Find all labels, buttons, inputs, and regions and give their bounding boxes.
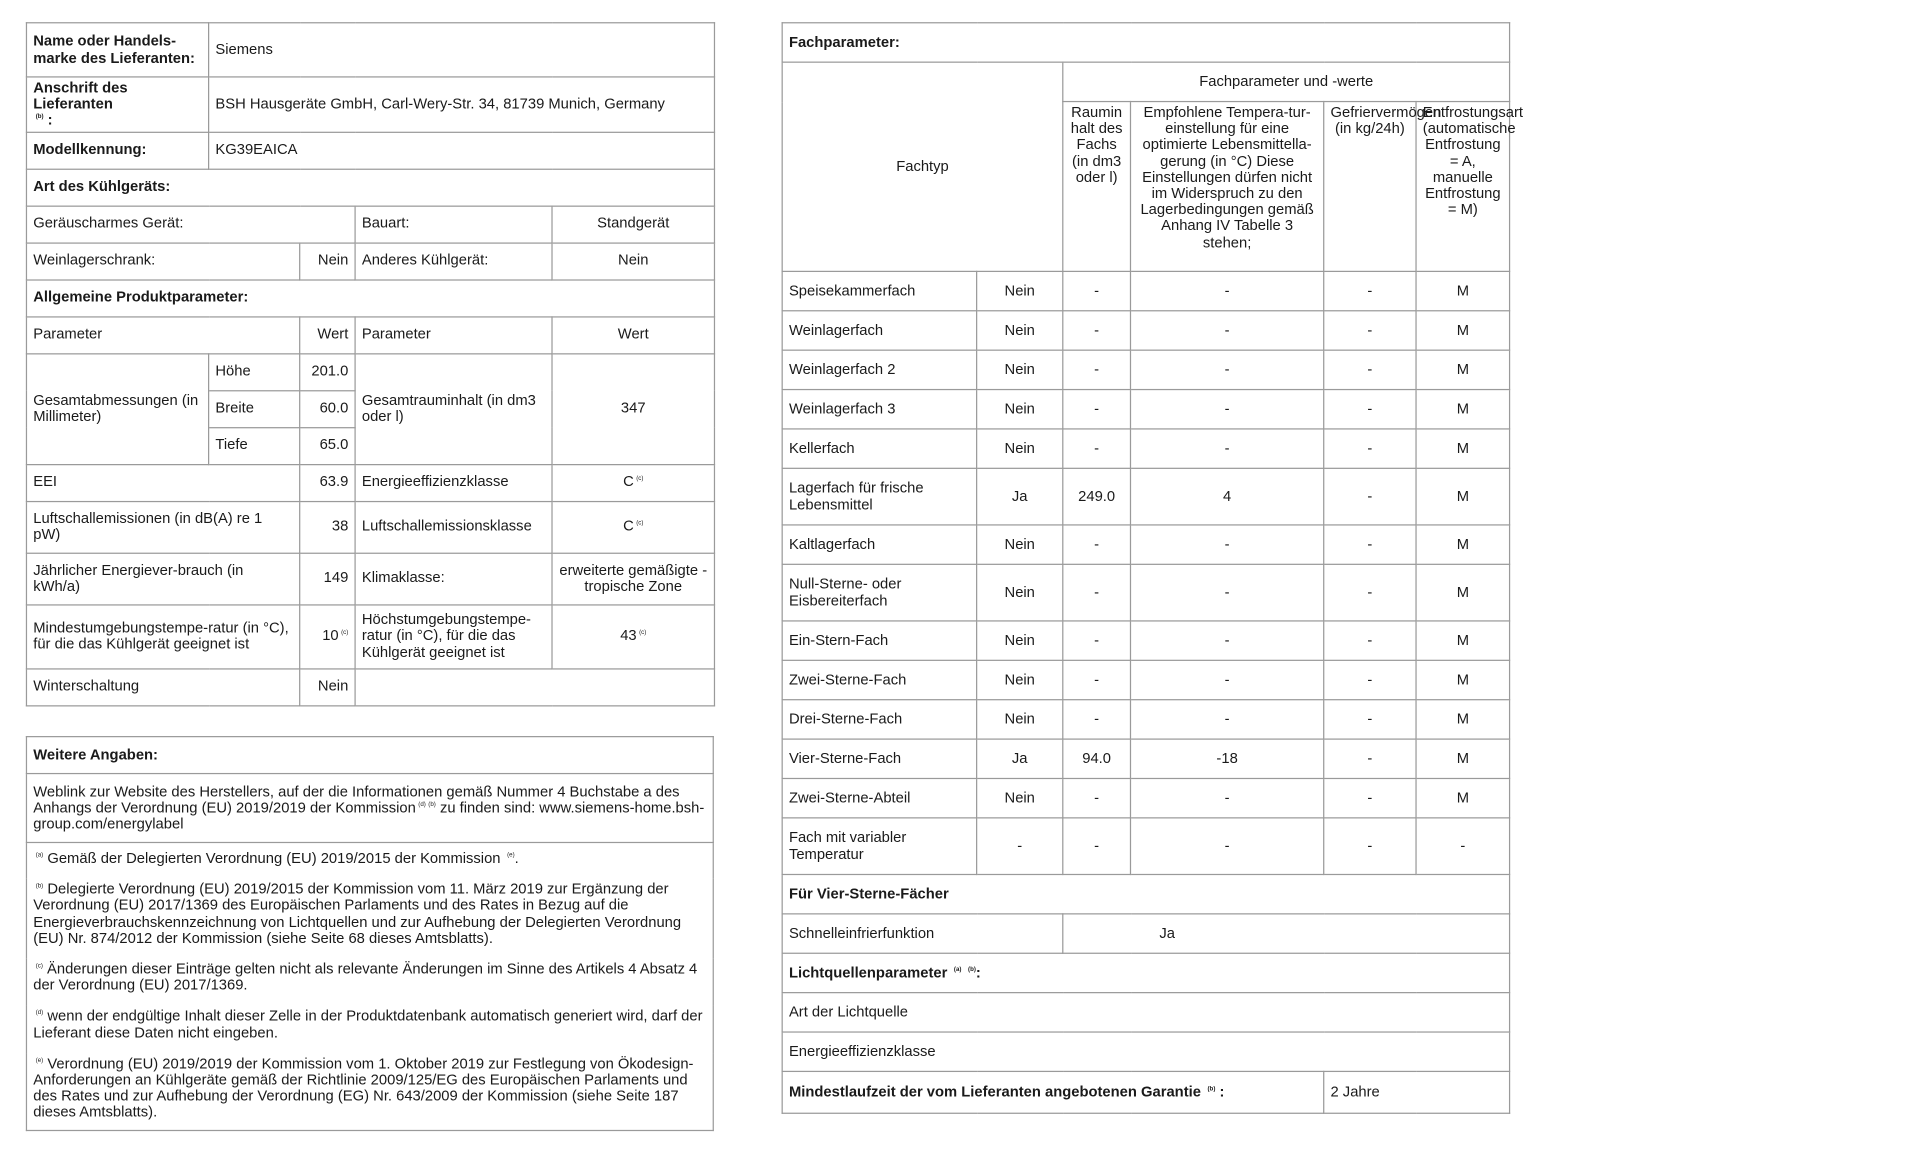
volume-label: Gesamtrauminhalt (in dm3 oder l) <box>355 353 552 464</box>
warranty-value: 2 Jahre <box>1324 1071 1510 1113</box>
dimensions-label: Gesamtabmessungen (in Millimeter) <box>26 353 208 464</box>
quick-freeze-value: Ja <box>1063 914 1510 953</box>
compartment-volume: 94.0 <box>1063 739 1131 778</box>
compartment-temp: - <box>1130 700 1323 739</box>
compartment-freezing-capacity: - <box>1324 700 1416 739</box>
compartment-freezing-capacity: - <box>1324 390 1416 429</box>
noise-class-footnote: (c) <box>636 519 644 528</box>
footnote-e-text: Verordnung (EU) 2019/2019 der Kommission vom 1. Oktober 2019 zur Festlegung von Ökodesign-Anforderungen an Kühlgeräte gemäß der Richtlinie 2009/125/EG des Europäischen Parlaments und des Rates und zur Aufhebung der Verordnung (EG) Nr. 643/2009 der Kommission (siehe Seite 187 dieses Amtsblatts). <box>33 1054 694 1121</box>
noise-class-label: Luftschallemissionsklasse <box>355 501 552 553</box>
compartment-present: Ja <box>977 468 1063 525</box>
height-value: 201.0 <box>300 353 355 390</box>
compartment-name: Zwei-Sterne-Fach <box>782 660 976 699</box>
compartment-defrost: M <box>1416 468 1510 525</box>
address-colon: : <box>47 111 53 129</box>
max-ambient-temp-value: 43 <box>620 627 637 645</box>
compartment-present: Nein <box>977 429 1063 468</box>
compartment-volume: - <box>1063 350 1131 389</box>
compartment-freezing-capacity: - <box>1324 660 1416 699</box>
min-ambient-temp-label: Mindestumgebungstempe-ratur (in °C), für die das Kühlgerät geeignet ist <box>26 604 299 668</box>
compartment-defrost: - <box>1416 818 1510 875</box>
compartment-present: Nein <box>977 525 1063 564</box>
compartment-freezing-capacity: - <box>1324 311 1416 350</box>
width-value: 60.0 <box>300 390 355 427</box>
compartment-freezing-capacity: - <box>1324 468 1416 525</box>
compartment-volume: - <box>1063 700 1131 739</box>
other-appliance-value: Nein <box>552 243 714 280</box>
noise-class-cell <box>552 501 714 553</box>
footnote-a <box>26 842 713 879</box>
compartment-params-heading: Fachparameter: <box>782 23 1509 62</box>
compartment-name: Kaltlagerfach <box>782 525 976 564</box>
compartment-volume: - <box>1063 660 1131 699</box>
light-source-heading: Lichtquellenparameter <box>788 963 948 981</box>
footnote-b-mark: (b) <box>35 882 44 891</box>
compartment-freezing-capacity: - <box>1324 778 1416 817</box>
address-footnote: (b) <box>35 113 44 122</box>
compartment-temp: - <box>1130 564 1323 621</box>
address-label-cell <box>26 77 208 132</box>
compartment-name: Null-Sterne- oder Eisbereiterfach <box>782 564 976 621</box>
compartment-present: Nein <box>977 390 1063 429</box>
width-label: Breite <box>209 390 300 427</box>
annual-consumption-label: Jährlicher Energiever-brauch (in kWh/a) <box>26 553 299 605</box>
winter-setting-label: Winterschaltung <box>26 668 299 705</box>
compartment-defrost: M <box>1416 739 1510 778</box>
quick-freeze-label: Schnelleinfrierfunktion <box>782 914 1063 953</box>
recommended-temp-header: Empfohlene Tempera-tur-einstellung für eine optimierte Lebensmittella-gerung (in °C) Diese Einstellungen dürfen nicht im Widerspruch zu den Lagerbedingungen gemäß Anhang IV Tabelle 3 stehen; <box>1130 102 1323 272</box>
compartment-defrost: M <box>1416 621 1510 660</box>
footnote-d-mark: (d) <box>35 1009 44 1018</box>
max-ambient-temp-cell <box>552 604 714 668</box>
general-params-heading: Allgemeine Produktparameter: <box>26 279 714 316</box>
compartment-name: Speisekammerfach <box>782 271 976 310</box>
compartment-defrost: M <box>1416 660 1510 699</box>
compartment-defrost: M <box>1416 390 1510 429</box>
footnote-d <box>26 1006 713 1053</box>
footnote-e-mark: (e) <box>35 1056 44 1065</box>
compartment-defrost: M <box>1416 525 1510 564</box>
compartment-row <box>782 390 1509 429</box>
product-info-table <box>26 22 715 706</box>
climate-class-label: Klimaklasse: <box>355 553 552 605</box>
compartment-name: Fach mit variabler Temperatur <box>782 818 976 875</box>
compartment-defrost: M <box>1416 350 1510 389</box>
compartment-present: Nein <box>977 621 1063 660</box>
supplier-value: Siemens <box>209 23 715 77</box>
depth-label: Tiefe <box>209 427 300 464</box>
energy-class-footnote: (c) <box>636 475 644 484</box>
compartment-temp: - <box>1130 271 1323 310</box>
weblink-footnote-b: (b) <box>428 801 436 809</box>
wine-cabinet-label: Weinlagerschrank: <box>26 243 299 280</box>
compartment-name: Weinlagerfach 3 <box>782 390 976 429</box>
volume-value: 347 <box>552 353 714 464</box>
compartment-present: Nein <box>977 350 1063 389</box>
noise-value: 38 <box>300 501 355 553</box>
compartment-row <box>782 564 1509 621</box>
weblink-cell <box>26 774 713 843</box>
climate-class-value: erweiterte gemäßigte - tropische Zone <box>552 553 714 605</box>
compartment-row <box>782 700 1509 739</box>
compartment-row <box>782 311 1509 350</box>
compartment-name: Weinlagerfach 2 <box>782 350 976 389</box>
compartment-temp: 4 <box>1130 468 1323 525</box>
compartment-type-header: Fachtyp <box>782 62 1063 271</box>
compartment-freezing-capacity: - <box>1324 525 1416 564</box>
light-source-heading-cell <box>782 953 1509 992</box>
compartment-rows <box>782 271 1509 874</box>
compartment-temp: - <box>1130 350 1323 389</box>
weblink-footnote-d: (d) <box>418 801 426 809</box>
compartment-volume: - <box>1063 271 1131 310</box>
freezing-capacity-header: Gefriervermögen (in kg/24h) <box>1324 102 1416 272</box>
compartment-volume: - <box>1063 311 1131 350</box>
light-source-footnote-a: (a) <box>953 966 962 974</box>
compartment-row <box>782 739 1509 778</box>
footnote-c-text: Änderungen dieser Einträge gelten nicht als relevante Änderungen im Sinne des Artikels 4 Absatz 4 der Verordnung (EU) 2017/1369. <box>33 959 698 994</box>
min-ambient-temp-footnote: (c) <box>341 629 349 637</box>
compartment-volume: - <box>1063 390 1131 429</box>
model-label: Modellkennung: <box>26 132 208 169</box>
compartment-values-header: Fachparameter und -werte <box>1063 62 1510 101</box>
appliance-type-heading: Art des Kühlgeräts: <box>26 169 714 206</box>
compartment-table <box>782 22 1523 1114</box>
compartment-present: Nein <box>977 778 1063 817</box>
max-ambient-temp-footnote: (c) <box>639 629 647 637</box>
compartment-name: Lagerfach für frische Lebensmittel <box>782 468 976 525</box>
weblink-text: Weblink zur Website des Herstellers, auf der die Informationen gemäß Nummer 4 Buchstabe a des Anhangs der Verordnung (EU) 2019/2019 der Kommission <box>33 782 680 816</box>
supplier-label: Name oder Handels-marke des Lieferanten: <box>26 23 208 77</box>
eei-value: 63.9 <box>300 464 355 501</box>
min-ambient-temp-value: 10 <box>322 627 339 645</box>
energy-class-cell <box>552 464 714 501</box>
compartment-volume: - <box>1063 778 1131 817</box>
compartment-temp: -18 <box>1130 739 1323 778</box>
compartment-volume: - <box>1063 621 1131 660</box>
footnote-e <box>26 1053 713 1131</box>
annual-consumption-value: 149 <box>300 553 355 605</box>
light-source-colon: : <box>975 963 981 981</box>
compartment-defrost: M <box>1416 271 1510 310</box>
eei-label: EEI <box>26 464 299 501</box>
wine-cabinet-value: Nein <box>300 243 355 280</box>
compartment-defrost: M <box>1416 429 1510 468</box>
compartment-present: Nein <box>977 311 1063 350</box>
compartment-freezing-capacity: - <box>1324 818 1416 875</box>
empty-cell <box>355 668 714 705</box>
param-header-right: Parameter <box>355 316 552 353</box>
min-ambient-temp-cell <box>300 604 355 668</box>
height-label: Höhe <box>209 353 300 390</box>
compartment-present: - <box>977 818 1063 875</box>
compartment-row <box>782 429 1509 468</box>
compartment-name: Zwei-Sterne-Abteil <box>782 778 976 817</box>
compartment-freezing-capacity: - <box>1324 350 1416 389</box>
compartment-name: Drei-Sterne-Fach <box>782 700 976 739</box>
compartment-volume-header: Raumin halt des Fachs (in dm3 oder l) <box>1063 102 1131 272</box>
weblink-url-text: zu finden sind: www.siemens-home.bsh-group.com/energylabel <box>33 798 705 833</box>
param-header-left: Parameter <box>26 316 299 353</box>
compartment-defrost: M <box>1416 700 1510 739</box>
compartment-volume: - <box>1063 429 1131 468</box>
compartment-defrost: M <box>1416 564 1510 621</box>
compartment-freezing-capacity: - <box>1324 621 1416 660</box>
winter-setting-value: Nein <box>300 668 355 705</box>
design-value: Standgerät <box>552 206 714 243</box>
compartment-freezing-capacity: - <box>1324 429 1416 468</box>
footnote-a-end: . <box>514 849 519 867</box>
compartment-volume: - <box>1063 525 1131 564</box>
energy-class-value: C <box>623 473 634 491</box>
compartment-present: Nein <box>977 271 1063 310</box>
compartment-freezing-capacity: - <box>1324 271 1416 310</box>
value-header-left: Wert <box>300 316 355 353</box>
compartment-row <box>782 468 1509 525</box>
noise-class-value: C <box>623 517 634 535</box>
compartment-row <box>782 271 1509 310</box>
compartment-temp: - <box>1130 429 1323 468</box>
compartment-temp: - <box>1130 621 1323 660</box>
compartment-name: Weinlagerfach <box>782 311 976 350</box>
warranty-label: Mindestlaufzeit der vom Lieferanten angebotenen Garantie <box>788 1082 1201 1101</box>
compartment-defrost: M <box>1416 778 1510 817</box>
light-source-type-label: Art der Lichtquelle <box>782 993 1509 1032</box>
compartment-volume: 249.0 <box>1063 468 1131 525</box>
compartment-present: Nein <box>977 700 1063 739</box>
warranty-label-cell <box>782 1071 1324 1113</box>
other-appliance-label: Anderes Kühlgerät: <box>355 243 552 280</box>
four-star-heading: Für Vier-Sterne-Fächer <box>782 874 1509 913</box>
compartment-temp: - <box>1130 818 1323 875</box>
model-value: KG39EAICA <box>209 132 715 169</box>
footnote-b <box>26 879 713 959</box>
further-info-heading: Weitere Angaben: <box>26 737 713 774</box>
compartment-present: Nein <box>977 660 1063 699</box>
max-ambient-temp-label: Höchstumgebungstempe-ratur (in °C), für die das Kühlgerät geeignet ist <box>355 604 552 668</box>
footnote-b-text: Delegierte Verordnung (EU) 2019/2015 der Kommission vom 11. März 2019 zur Ergänzung der Verordnung (EU) 2017/1369 des Europäischen Parlaments und des Rates in Bezug auf die Energieverbrauchskennzeichnung von Lichtquellen und zur Aufhebung der Delegierten Verordnung (EU) Nr. 874/2012 der Kommission (siehe Seite 68 dieses Amtsblatts). <box>33 880 682 947</box>
compartment-temp: - <box>1130 778 1323 817</box>
compartment-row <box>782 778 1509 817</box>
compartment-defrost: M <box>1416 311 1510 350</box>
low-noise-label: Geräuscharmes Gerät: <box>26 206 355 243</box>
compartment-volume: - <box>1063 818 1131 875</box>
design-label: Bauart: <box>355 206 552 243</box>
depth-value: 65.0 <box>300 427 355 464</box>
defrost-type-header: Entfrostungsart (automatische Entfrostung = A, manuelle Entfrostung = M) <box>1416 102 1510 272</box>
compartment-row <box>782 621 1509 660</box>
compartment-row <box>782 350 1509 389</box>
compartment-row <box>782 525 1509 564</box>
footnote-d-text: wenn der endgültige Inhalt dieser Zelle in der Produktdatenbank automatisch generiert wird, darf der Lieferant diese Daten nicht eingeben. <box>33 1007 703 1041</box>
compartment-name: Kellerfach <box>782 429 976 468</box>
compartment-temp: - <box>1130 525 1323 564</box>
compartment-name: Vier-Sterne-Fach <box>782 739 976 778</box>
energy-class-label: Energieeffizienzklasse <box>355 464 552 501</box>
footnote-a-mark: (a) <box>35 851 44 860</box>
compartment-freezing-capacity: - <box>1324 739 1416 778</box>
compartment-name: Ein-Stern-Fach <box>782 621 976 660</box>
compartment-row <box>782 818 1509 875</box>
address-value: BSH Hausgeräte GmbH, Carl-Wery-Str. 34, 81739 Munich, Germany <box>209 77 715 132</box>
compartment-volume: - <box>1063 564 1131 621</box>
compartment-freezing-capacity: - <box>1324 564 1416 621</box>
compartment-temp: - <box>1130 390 1323 429</box>
footnote-c <box>26 959 713 1006</box>
compartment-present: Ja <box>977 739 1063 778</box>
compartment-temp: - <box>1130 660 1323 699</box>
compartment-present: Nein <box>977 564 1063 621</box>
light-energy-class-label: Energieeffizienzklasse <box>782 1032 1509 1071</box>
footnote-c-mark: (c) <box>35 962 43 970</box>
footnote-a-ref: (e) <box>507 851 515 860</box>
compartment-temp: - <box>1130 311 1323 350</box>
address-label: Anschrift des Lieferanten <box>33 78 128 113</box>
compartment-row <box>782 660 1509 699</box>
noise-label: Luftschallemissionen (in dB(A) re 1 pW) <box>26 501 299 553</box>
warranty-footnote: (b) <box>1207 1085 1216 1093</box>
further-info-table <box>26 736 714 1132</box>
warranty-colon: : <box>1219 1082 1225 1101</box>
value-header-right: Wert <box>552 316 714 353</box>
light-source-footnote-b: (b) <box>968 966 976 974</box>
footnote-a-text: Gemäß der Delegierten Verordnung (EU) 2019/2015 der Kommission <box>47 849 501 867</box>
